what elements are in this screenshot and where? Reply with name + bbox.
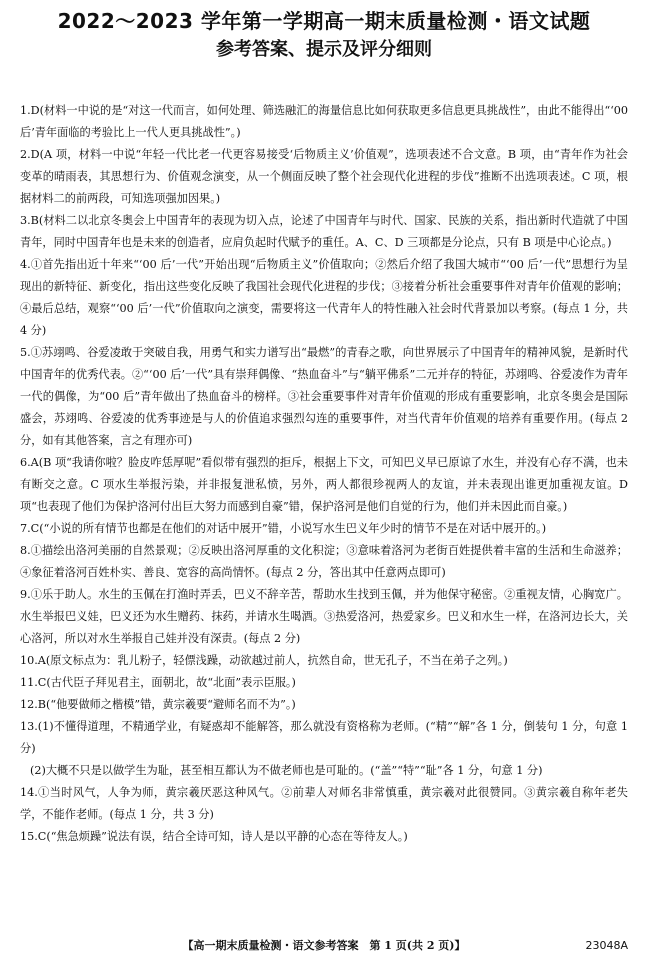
answer-item-1: 1.D(材料一中说的是“对这一代而言，如何处理、筛选融汇的海量信息比如何获取更多信息更具挑战性”，由此不能得出“‘00 后’青年面临的考验比上一代人更具挑战性”。)	[20, 104, 628, 139]
footer-exam-code: 23048A	[585, 939, 628, 952]
answer-item-13-part-1: 13.(1)不懂得道理，不精通学业，有疑惑却不能解答，那么就没有资格称为老师。(“精”“解”各 1 分，倒装句 1 分，句意 1 分)	[20, 720, 628, 755]
answer-item-13-part-2: (2)大概不只是以做学生为耻，甚至相互都认为不做老师也是可耻的。(“盖”“特”“耻”各 1 分，句意 1 分)	[30, 764, 543, 777]
answer-item-15: 15.C(“焦急烦躁”说法有误，结合全诗可知，诗人是以平静的心态在等待友人。)	[20, 830, 408, 843]
page-subtitle: 参考答案、提示及评分细则	[216, 39, 432, 60]
answer-item-14: 14.①当时风气，人争为师，黄宗羲厌恶这种风气。②前辈人对师名非常慎重，黄宗羲对此很赞同。③黄宗羲自称年老失学，不能作老师。(每点 1 分，共 3 分)	[20, 786, 628, 821]
answer-item-12: 12.B(“他要做师之楷模”错，黄宗羲要“避师名而不为”。)	[20, 698, 296, 711]
answer-item-2: 2.D(A 项，材料一中说“年轻一代比老一代更容易接受‘后物质主义’价值观”，选项表述不合文意。B 项，由“青年作为社会变革的晴雨表，其思想行为、价值观念演变，从一个侧面反映了整个社会现代化进程的步伐”推断不出选项表述。C 项，根据材料二的前两段，可知选项强加因果。)	[20, 148, 628, 205]
answer-item-3: 3.B(材料二以北京冬奥会上中国青年的表现为切入点，论述了中国青年与时代、国家、民族的关系，指出新时代造就了中国青年，同时中国青年也是未来的创造者，应肩负起时代赋予的重任。A、C、D 三项都是分论点，只有 B 项是中心论点。)	[20, 214, 628, 249]
answer-list	[20, 100, 628, 848]
answer-item-8: 8.①描绘出洛河美丽的自然景观；②反映出洛河厚重的文化积淀；③意味着洛河为老街百姓提供着丰富的生活和生命滋养；④象征着洛河百姓朴实、善良、宽容的高尚情怀。(每点 2 分，答出其中任意两点即可)	[20, 544, 628, 579]
page-title: 2022～2023 学年第一学期高一期末质量检测・语文试题	[57, 9, 591, 33]
answer-item-6: 6.A(B 项“我请你啦？脸皮咋恁厚呢”看似带有强烈的拒斥，根据上下文，可知巴义早已原谅了水生，并没有心存不满，也未有断交之意。C 项水生举报污染，并非报复泄私愤，另外，两人都很珍视两人的友谊，并未表现出谁更加重视友谊。D 项“也表现了他们为保护洛河付出巨大努力而感到自豪”错，保护洛河是他们自觉的行为，他们并未因此而自豪。)	[20, 456, 628, 513]
answer-item-7: 7.C(“小说的所有情节也都是在他们的对话中展开”错，小说写水生巴义年少时的情节不是在对话中展开的。)	[20, 522, 547, 535]
footer-page-info: 【高一期末质量检测・语文参考答案 第 1 页(共 2 页)】	[182, 939, 466, 952]
page-footer	[20, 936, 628, 956]
answer-item-11: 11.C(古代臣子拜见君主，面朝北，故“北面”表示臣服。)	[20, 676, 296, 689]
answer-item-4: 4.①首先指出近十年来“‘00 后’一代”开始出现“后物质主义”价值取向；②然后介绍了我国大城市“‘00 后’一代”思想行为呈现出的新特征、新变化，指出这些变化反映了我国社会现代化进程的步伐；③接着分析社会重要事件对青年价值观的影响；④最后总结，观察“‘00 后’一代”价值取向之演变，需要将这一代青年人的特性融入社会时代背景加以考察。(每点 1 分，共 4 分)	[20, 258, 628, 337]
answer-item-10: 10.A(原文标点为：乳儿粉子，轻僄浅躁，动欲越过前人，抗然自命，世无孔子，不当在弟子之列。)	[20, 654, 508, 667]
answer-item-5: 5.①苏翊鸣、谷爱凌敢于突破自我，用勇气和实力谱写出“最燃”的青春之歌，向世界展示了中国青年的精神风貌，是新时代中国青年的优秀代表。②“‘00 后’一代”具有崇拜偶像、“热血奋斗”与“躺平佛系”二元并存的特征，苏翊鸣、谷爱凌作为青年一代的偶像，为“00 后”青年做出了热血奋斗的榜样。③社会重要事件对青年价值观的形成有重要影响，北京冬奥会是国际盛会，苏翊鸣、谷爱凌的优秀事迹是与人的价值追求强烈勾连的重要事件，对当代青年价值观的培养有重要作用。(每点 2 分，如有其他答案，言之有理亦可)	[20, 346, 628, 447]
answer-item-9: 9.①乐于助人。水生的玉佩在打渔时弄丢，巴义不辞辛苦，帮助水生找到玉佩，并为他保守秘密。②重视友情，心胸宽广。水生举报巴义娃，巴义还为水生赠药、抹药，并请水生喝酒。③热爱洛河，热爱家乡。巴义和水生一样，在洛河边长大，关心洛河，所以对水生举报自己娃并没有深责。(每点 2 分)	[20, 588, 628, 645]
